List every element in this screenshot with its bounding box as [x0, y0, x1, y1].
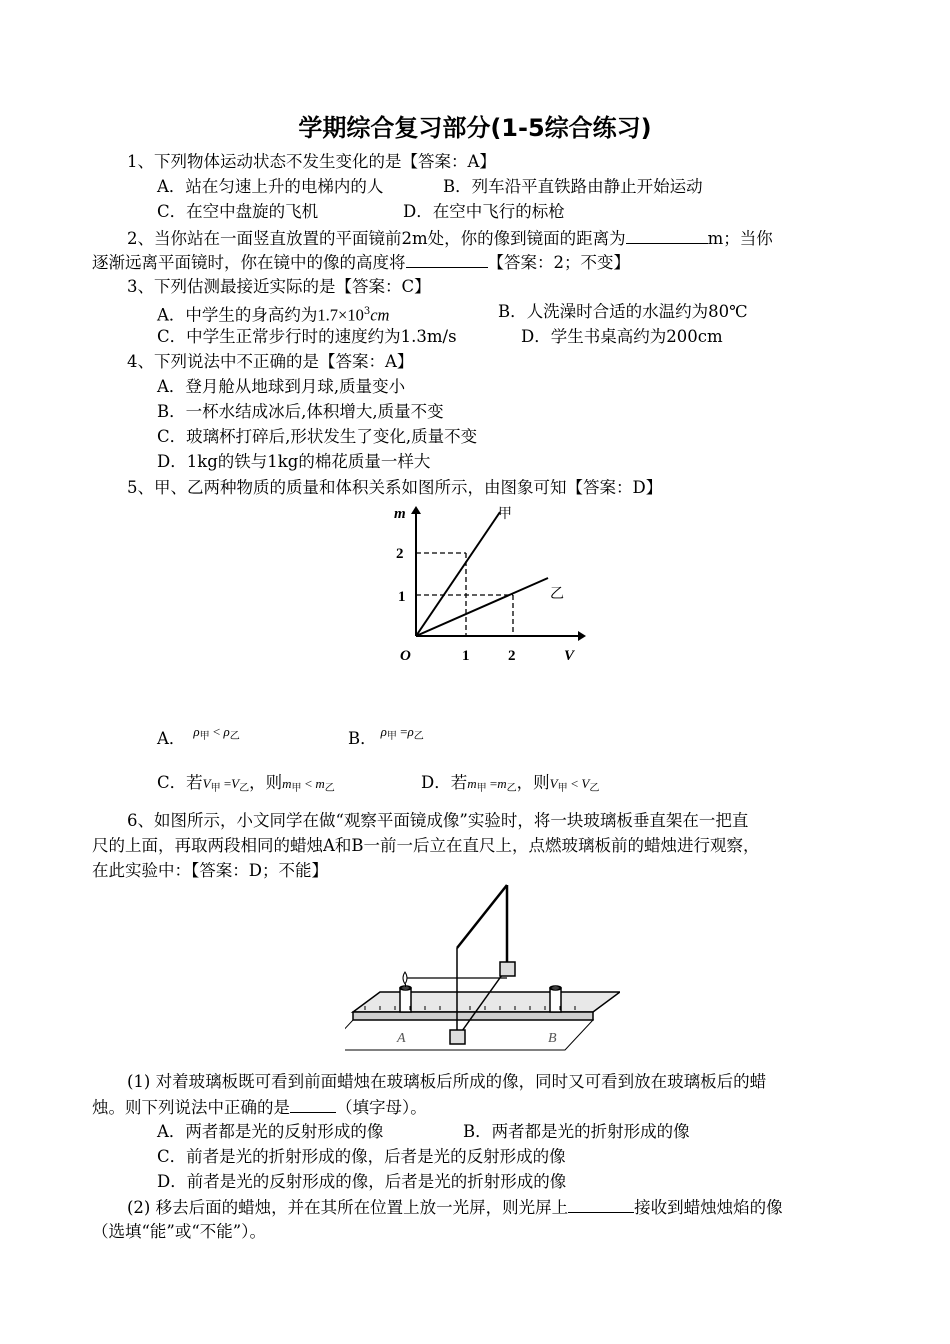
q5-option-b-letter: B．: [348, 729, 377, 748]
q6-line2: 尺的上面，再取两段相同的蜡烛A和B一前一后立在直尺上，点燃玻璃板前的蜡烛进行观察，: [92, 836, 760, 855]
q3-option-c: C．中学生正常步行时的速度约为1.3m/s: [157, 327, 457, 346]
q1-option-d: D．在空中飞行的标枪: [403, 202, 565, 221]
eq-sign: =: [400, 724, 408, 739]
rho-symbol: ρ: [380, 724, 387, 739]
q2-line2: [92, 250, 630, 275]
q6-part2-tail: 接收到蜡烛烛焰的像: [634, 1198, 783, 1217]
m-symbol: m: [282, 776, 292, 791]
page-title: 学期综合复习部分(1-5综合练习): [298, 114, 652, 142]
rho-symbol: ρ: [407, 724, 414, 739]
sub-jia: 甲: [199, 731, 210, 742]
q3-option-a-exponent: 3: [363, 306, 371, 317]
q5-option-a: [157, 724, 240, 757]
graph-x-arrow: [578, 631, 586, 641]
q5-option-a-letter: A．: [157, 729, 186, 748]
q3-option-a-unit: cm: [370, 305, 390, 325]
q6-part1-line1: (1) 对着玻璃板既可看到前面蜡烛在玻璃板后所成的像，同时又可看到放在玻璃板后的蜡: [127, 1072, 767, 1091]
m-symbol: m: [497, 776, 507, 791]
q6-part1-option-b: B．两者都是光的折射形成的像: [463, 1122, 690, 1141]
q4-option-a: A．登月舱从地球到月球,质量变小: [157, 377, 406, 396]
q3-option-a-number: 1.7×10: [317, 305, 364, 325]
mass-volume-graph: [380, 498, 590, 680]
m-symbol: m: [315, 776, 325, 791]
sub-jia: 甲: [476, 783, 487, 794]
y-tick-1: 1: [398, 589, 406, 605]
q4-option-d: D．1kg的铁与1kg的棉花质量一样大: [157, 452, 431, 471]
glass-edge-top: [457, 885, 507, 948]
v-symbol: V: [549, 776, 558, 791]
q1-option-c: C．在空中盘旋的飞机: [157, 202, 319, 221]
q5-stem: 5、甲、乙两种物质的质量和体积关系如图所示，由图象可知【答案：D】: [127, 478, 663, 497]
q6-part1-hint: （填字母）。: [336, 1098, 427, 1117]
eq-sign: =: [489, 776, 498, 791]
sub-yi: 乙: [324, 783, 335, 794]
q6-part2-line2: （选填“能”或“不能”）。: [92, 1222, 266, 1241]
q2-line1-tail: m；当你: [707, 229, 773, 248]
q2-line1-text: 2、当你站在一面竖直放置的平面镜前2m处，你的像到镜面的距离为: [127, 229, 626, 248]
sub-jia: 甲: [210, 783, 221, 794]
q2-line2-text: 逐渐远离平面镜时，你在镜中的像的高度将: [92, 253, 406, 272]
q2-blank-1: [626, 226, 708, 244]
label-a: A: [397, 1031, 406, 1046]
q5-option-d-then: ，则: [516, 773, 550, 792]
q5-option-d: [421, 771, 599, 801]
q5-option-c: [157, 771, 335, 801]
graph-ylabel: m: [394, 506, 406, 522]
q1-option-a: A．站在匀速上升的电梯内的人: [157, 177, 384, 196]
q3-option-d: D．学生书桌高约为200cm: [521, 327, 723, 346]
q6-part1-line2: [92, 1095, 427, 1120]
sub-jia: 甲: [291, 783, 302, 794]
q1-stem: 1、下列物体运动状态不发生变化的是【答案：A】: [127, 152, 496, 171]
sub-yi: 乙: [239, 783, 250, 794]
series-label-jia: 甲: [498, 507, 512, 522]
q3-option-a-text: A．中学生的身高约为: [157, 305, 318, 325]
q4-stem: 4、下列说法中不正确的是【答案：A】: [127, 352, 414, 371]
v-symbol: V: [231, 776, 240, 791]
q4-option-b: B．一杯水结成冰后,体积增大,质量不变: [157, 402, 444, 421]
q6-line3: 在此实验中：【答案：D；不能】: [92, 861, 328, 880]
sub-yi: 乙: [506, 783, 517, 794]
q4-option-c: C．玻璃杯打碎后,形状发生了变化,质量不变: [157, 427, 478, 446]
lt-sign: <: [570, 776, 579, 791]
v-symbol: V: [581, 776, 590, 791]
rho-symbol: ρ: [193, 724, 200, 739]
lt-sign: <: [304, 776, 313, 791]
q5-option-d-cond: [467, 776, 517, 794]
mirror-experiment-figure: [345, 880, 620, 1055]
candle-b: [550, 988, 561, 1012]
sub-yi: 乙: [589, 783, 600, 794]
q5-option-b: [348, 724, 424, 757]
clamp-bottom: [450, 1030, 465, 1044]
q6-part1-prompt: 烛。则下列说法中正确的是: [92, 1098, 290, 1117]
sub-jia: 甲: [386, 731, 397, 742]
q5-option-c-result: [282, 776, 335, 794]
q6-part1-option-c: C．前者是光的折射形成的像，后者是光的反射形成的像: [157, 1147, 566, 1166]
lt-sign: <: [212, 724, 221, 739]
q2-answer: 【答案：2；不变】: [487, 253, 630, 272]
q5-option-d-text: D．若: [421, 773, 468, 792]
q6-part1-option-a: A．两者都是光的反射形成的像: [157, 1122, 384, 1141]
q2-blank-2: [406, 250, 488, 268]
q3-option-a: [157, 300, 389, 328]
graph-xlabel: V: [564, 648, 575, 664]
q2-line1: [127, 226, 773, 251]
q6-part2-prompt: (2) 移去后面的蜡烛，并在其所在位置上放一光屏，则光屏上: [127, 1198, 569, 1217]
candle-flame: [403, 972, 407, 984]
q6-part2-line1: [127, 1195, 783, 1220]
q5-option-b-formula: [380, 724, 424, 742]
q3-option-b: B．人洗澡时合适的水温约为80℃: [498, 302, 748, 321]
q5-option-d-result: [549, 776, 600, 794]
graph-origin: O: [400, 648, 411, 664]
sub-yi: 乙: [229, 731, 240, 742]
candle-a: [400, 988, 411, 1012]
rho-symbol: ρ: [223, 724, 230, 739]
m-symbol: m: [467, 776, 477, 791]
sub-jia: 甲: [557, 783, 568, 794]
x-tick-2: 2: [508, 648, 516, 664]
sub-yi: 乙: [413, 731, 424, 742]
q1-option-b: B．列车沿平直铁路由静止开始运动: [443, 177, 703, 196]
q6-line1: 6、如图所示，小文同学在做“观察平面镜成像”实验时，将一块玻璃板垂直架在一把直: [127, 811, 749, 830]
q6-part2-blank: [568, 1195, 634, 1213]
x-tick-1: 1: [462, 648, 470, 664]
ruler-top-face: [353, 992, 620, 1012]
eq-sign: =: [223, 776, 232, 791]
clamp-top: [500, 962, 515, 976]
series-label-yi: 乙: [550, 587, 564, 602]
y-tick-2: 2: [396, 546, 404, 562]
graph-y-arrow: [411, 506, 421, 514]
v-symbol: V: [202, 776, 211, 791]
q5-option-c-text: C．若: [157, 773, 203, 792]
q6-part1-blank: [290, 1095, 336, 1113]
q3-stem: 3、下列估测最接近实际的是【答案：C】: [127, 277, 431, 296]
q5-option-c-cond: [202, 776, 250, 794]
q5-option-c-then: ，则: [249, 773, 283, 792]
q6-part1-option-d: D．前者是光的反射形成的像，后者是光的折射形成的像: [157, 1172, 567, 1191]
q5-option-a-formula: [193, 724, 240, 742]
label-b: B: [548, 1031, 557, 1046]
